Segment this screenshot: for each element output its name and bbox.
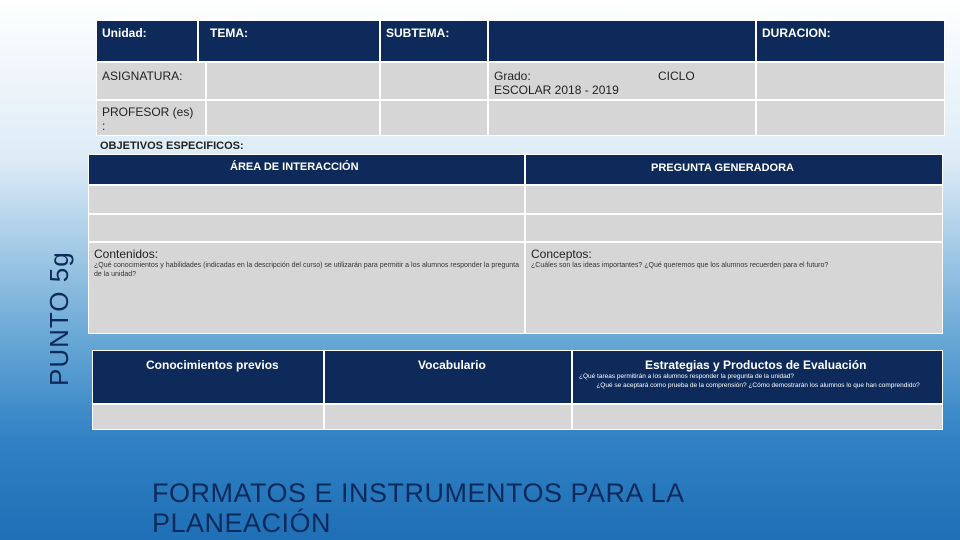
pregunta-generadora-label: PREGUNTA GENERADORA	[651, 162, 795, 174]
conceptos-label: Conceptos:	[531, 247, 592, 261]
header-row2-cell-5	[756, 62, 945, 100]
evaluation-row-1-col-3	[572, 404, 943, 430]
interaction-row-1-right	[525, 185, 943, 214]
side-label: PUNTO 5g	[44, 251, 74, 386]
asignatura-label: ASIGNATURA:	[102, 69, 183, 83]
interaction-row-2-left	[88, 214, 525, 242]
evaluation-row-1-col-2	[324, 404, 572, 430]
estrategias-question-1: ¿Qué tareas permitirán a los alumnos responder la pregunta de la unidad?	[579, 373, 794, 380]
evaluation-row-1-col-1	[92, 404, 324, 430]
escolar-label: ESCOLAR 2018 - 2019	[494, 83, 619, 97]
contenidos-label: Contenidos:	[94, 247, 159, 261]
tema-label: TEMA:	[210, 26, 248, 40]
header-row3-cell-2	[206, 100, 380, 136]
estrategias-question-2: ¿Qué se aceptará como prueba de la comprensión? ¿Cómo demostrarán los alumnos lo que han comprendido?	[596, 382, 920, 389]
contenidos-description: ¿Qué conocimientos y habilidades (indicadas en la descripción del curso) se utilizarán para permitir a los alumnos responder la pregunta de la unidad?	[94, 262, 519, 278]
ciclo-label: CICLO	[658, 69, 695, 83]
header-row2-cell-2	[206, 62, 380, 100]
interaction-row-1-left	[88, 185, 525, 214]
duracion-label: DURACION:	[762, 26, 831, 40]
interaction-row-2-right	[525, 214, 943, 242]
conceptos-description: ¿Cuáles son las ideas importantes? ¿Qué queremos que los alumnos recuerden para el futuro?	[531, 262, 829, 269]
estrategias-label: Estrategias y Productos de Evaluación	[645, 358, 867, 372]
page-title: FORMATOS E INSTRUMENTOS PARA LA PLANEACIÓN	[152, 478, 684, 538]
header-row1-cell-empty	[488, 20, 756, 62]
profesor-colon: :	[102, 119, 106, 133]
profesor-label: PROFESOR (es)	[102, 105, 194, 119]
header-row3-cell-4	[488, 100, 756, 136]
unidad-label: Unidad:	[102, 26, 147, 40]
header-row3-cell-3	[380, 100, 488, 136]
subtema-label: SUBTEMA:	[386, 26, 450, 40]
header-row2-cell-3	[380, 62, 488, 100]
grado-label: Grado:	[494, 69, 531, 83]
conocimientos-previos-label: Conocimientos previos	[146, 358, 279, 372]
header-row3-cell-5	[756, 100, 945, 136]
objetivos-label: OBJETIVOS ESPECIFICOS:	[100, 140, 244, 152]
area-interaccion-label: ÁREA DE INTERACCIÓN	[230, 161, 359, 173]
vocabulario-label: Vocabulario	[418, 358, 486, 372]
